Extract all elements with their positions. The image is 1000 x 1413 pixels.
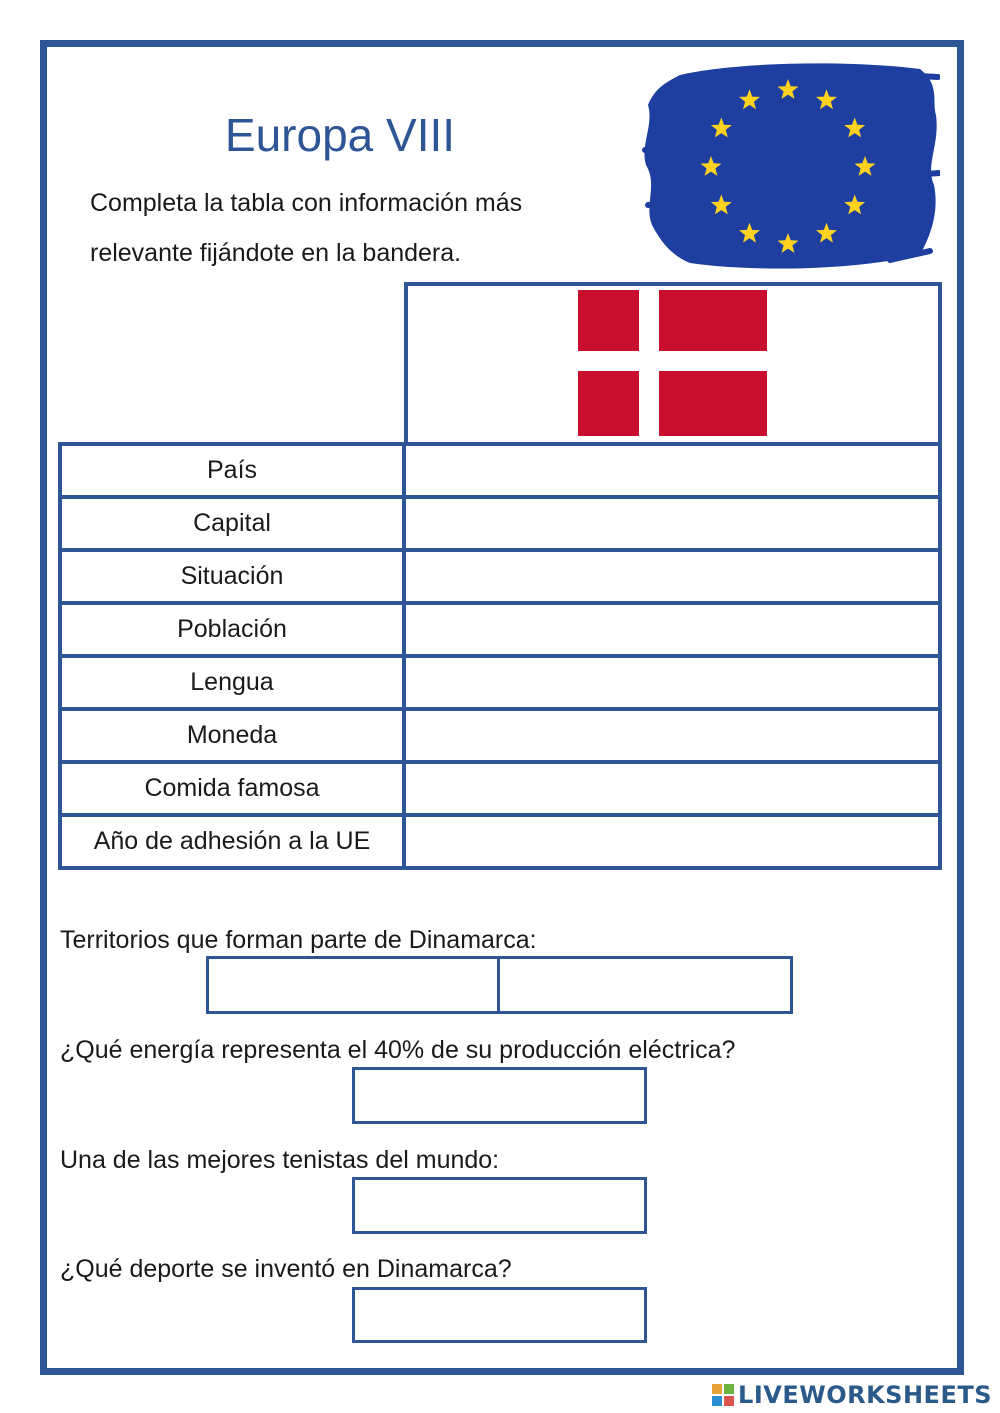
- row-label: Lengua: [60, 656, 404, 709]
- table-row: [60, 444, 940, 497]
- row-label: Capital: [60, 497, 404, 550]
- eu-flag-icon: [640, 55, 940, 275]
- table-row: [60, 603, 940, 656]
- row-answer-field[interactable]: [404, 762, 940, 815]
- denmark-flag-icon: [578, 290, 767, 436]
- liveworksheets-logo-icon: [712, 1384, 734, 1406]
- row-answer-field[interactable]: [404, 550, 940, 603]
- table-row: [60, 709, 940, 762]
- instructions-line-2: relevante fijándote en la bandera.: [90, 239, 462, 267]
- answer-territory-2[interactable]: [497, 956, 793, 1014]
- instructions-line-1: Completa la tabla con información más: [90, 189, 523, 217]
- answer-tennis[interactable]: [352, 1177, 647, 1234]
- row-label: Situación: [60, 550, 404, 603]
- answer-energy[interactable]: [352, 1067, 647, 1124]
- row-label: Población: [60, 603, 404, 656]
- liveworksheets-watermark: [712, 1379, 992, 1411]
- table-row: [60, 497, 940, 550]
- table-row: [60, 656, 940, 709]
- country-info-table: [58, 442, 942, 870]
- question-sport: ¿Qué deporte se inventó en Dinamarca?: [60, 1255, 512, 1283]
- question-tennis: Una de las mejores tenistas del mundo:: [60, 1146, 500, 1174]
- row-answer-field[interactable]: [404, 603, 940, 656]
- row-answer-field[interactable]: [404, 656, 940, 709]
- row-answer-field[interactable]: [404, 815, 940, 868]
- worksheet-title: Europa VIII: [224, 109, 456, 161]
- row-label: País: [60, 444, 404, 497]
- row-label: Moneda: [60, 709, 404, 762]
- answer-territory-1[interactable]: [206, 956, 500, 1014]
- worksheet-instructions: [90, 178, 610, 278]
- row-answer-field[interactable]: [404, 444, 940, 497]
- row-label: Comida famosa: [60, 762, 404, 815]
- watermark-text: LIVEWORKSHEETS: [738, 1381, 992, 1409]
- question-energy: ¿Qué energía representa el 40% de su producción eléctrica?: [60, 1036, 736, 1064]
- row-label: Año de adhesión a la UE: [60, 815, 404, 868]
- question-territories: Territorios que forman parte de Dinamarca:: [60, 926, 537, 954]
- table-row: [60, 762, 940, 815]
- row-answer-field[interactable]: [404, 497, 940, 550]
- table-row: [60, 815, 940, 868]
- row-answer-field[interactable]: [404, 709, 940, 762]
- answer-sport[interactable]: [352, 1287, 647, 1343]
- table-row: [60, 550, 940, 603]
